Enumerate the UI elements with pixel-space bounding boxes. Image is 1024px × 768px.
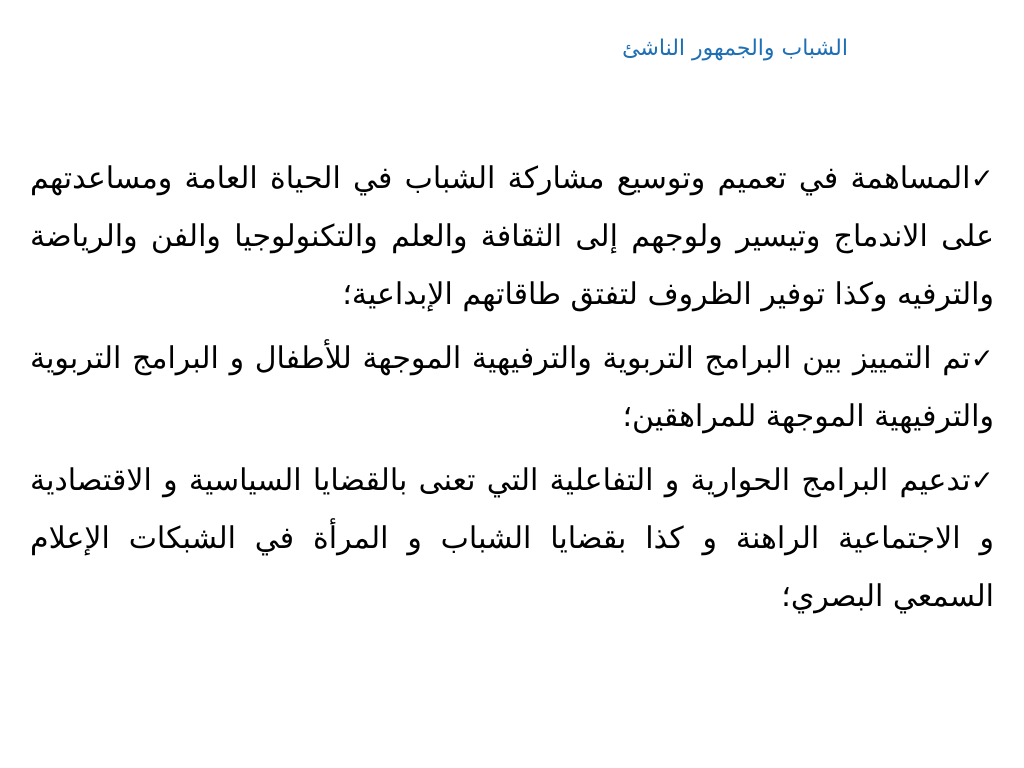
bullet-list <box>30 150 994 626</box>
bullet-item-3 <box>30 452 994 626</box>
bullet-text-3: تدعيم البرامج الحوارية و التفاعلية التي تعنى بالقضايا السياسية و الاقتصادية و الاجتماعية الراهنة و كذا بقضايا الشباب و المرأة في الشبكات الإعلام السمعي البصري؛ <box>30 463 994 614</box>
bullet-text-2: تم التمييز بين البرامج التربوية والترفيهية الموجهة للأطفال و البرامج التربوية والترفيهية الموجهة للمراهقين؛ <box>30 341 994 434</box>
bullet-item-1 <box>30 150 994 324</box>
slide-title: الشباب والجمهور الناشئ <box>622 36 848 61</box>
checkmark-icon: ✓ <box>970 162 994 195</box>
checkmark-icon: ✓ <box>970 342 994 375</box>
checkmark-icon: ✓ <box>970 464 994 497</box>
bullet-text-1: المساهمة في تعميم وتوسيع مشاركة الشباب في الحياة العامة ومساعدتهم على الاندماج وتيسير ولوجهم إلى الثقافة والعلم والتكنولوجيا والفن والرياضة والترفيه وكذا توفير الظروف لتفتق طاقاتهم الإبداعية؛ <box>30 161 994 312</box>
bullet-item-2 <box>30 330 994 446</box>
